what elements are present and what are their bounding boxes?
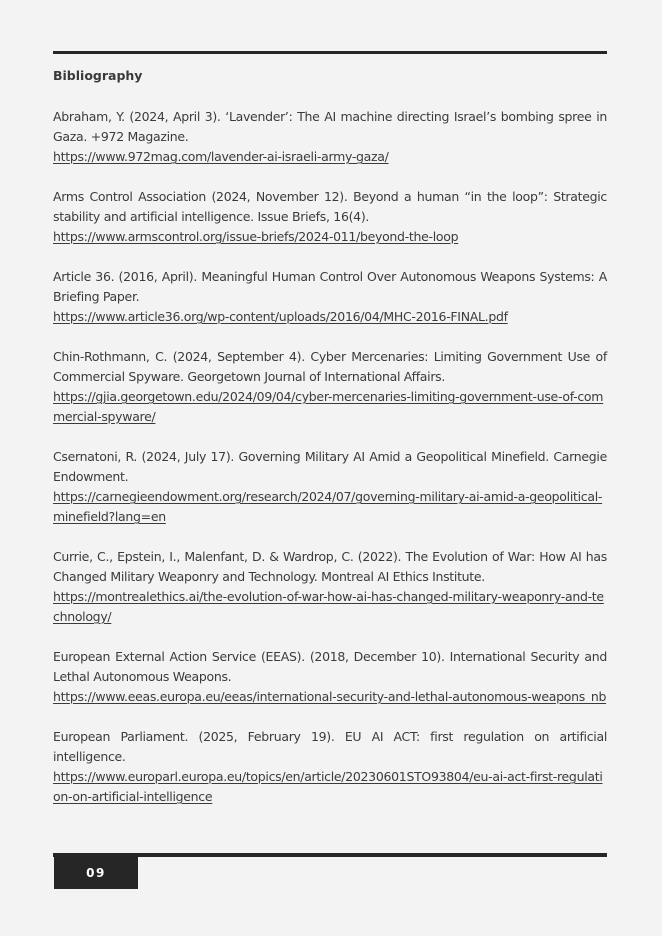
page-number-badge bbox=[54, 856, 138, 889]
reference-text: Abraham, Y. (2024, April 3). ‘Lavender’: The AI machine directing Israel’s bombing spree in Gaza. +972 Magazine. bbox=[53, 109, 607, 144]
reference-link[interactable]: https://montrealethics.ai/the-evolution-of-war-how-ai-has-changed-military-weaponry-and-technology/ bbox=[53, 589, 604, 624]
reference-text: Currie, C., Epstein, I., Malenfant, D. & Wardrop, C. (2022). The Evolution of War: How AI has Changed Military Weaponry and Technology. Montreal AI Ethics Institute. bbox=[53, 549, 607, 584]
reference-text: Arms Control Association (2024, November 12). Beyond a human “in the loop”: Strategic stability and artificial intelligence. Issue Briefs, 16(4). bbox=[53, 189, 607, 224]
page-number: 09 bbox=[86, 865, 106, 880]
reference-item bbox=[53, 447, 607, 527]
reference-link[interactable]: https://carnegieendowment.org/research/2024/07/governing-military-ai-amid-a-geopolitical-minefield?lang=en bbox=[53, 489, 603, 524]
reference-link[interactable]: https://gjia.georgetown.edu/2024/09/04/cyber-mercenaries-limiting-government-use-of-commercial-spyware/ bbox=[53, 389, 604, 424]
reference-text: Article 36. (2016, April). Meaningful Human Control Over Autonomous Weapons Systems: A Briefing Paper. bbox=[53, 269, 607, 304]
reference-item bbox=[53, 347, 607, 427]
reference-text: European Parliament. (2025, February 19). EU AI ACT: first regulation on artificial intelligence. bbox=[53, 729, 607, 764]
reference-item bbox=[53, 187, 607, 247]
reference-text: European External Action Service (EEAS). (2018, December 10). International Security and Lethal Autonomous Weapons. bbox=[53, 649, 607, 684]
reference-item bbox=[53, 267, 607, 327]
section-heading: Bibliography bbox=[53, 68, 143, 83]
reference-text: Csernatoni, R. (2024, July 17). Governing Military AI Amid a Geopolitical Minefield. Carnegie Endowment. bbox=[53, 449, 607, 484]
reference-item bbox=[53, 547, 607, 627]
reference-item bbox=[53, 727, 607, 807]
reference-link[interactable]: https://www.eeas.europa.eu/eeas/international-security-and-lethal-autonomous-weapons_nb bbox=[53, 689, 607, 704]
header-divider bbox=[53, 51, 607, 54]
reference-link[interactable]: https://www.europarl.europa.eu/topics/en/article/20230601STO93804/eu-ai-act-first-regulation-on-artificial-intelligence bbox=[53, 769, 603, 804]
reference-link[interactable]: https://www.972mag.com/lavender-ai-israeli-army-gaza/ bbox=[53, 149, 389, 164]
reference-link[interactable]: https://www.armscontrol.org/issue-briefs/2024-011/beyond-the-loop bbox=[53, 229, 459, 244]
reference-list bbox=[53, 107, 607, 827]
reference-item bbox=[53, 647, 607, 707]
reference-item bbox=[53, 107, 607, 167]
reference-text: Chin-Rothmann, C. (2024, September 4). Cyber Mercenaries: Limiting Government Use of Commercial Spyware. Georgetown Journal of International Affairs. bbox=[53, 349, 607, 384]
reference-link[interactable]: https://www.article36.org/wp-content/uploads/2016/04/MHC-2016-FINAL.pdf bbox=[53, 309, 508, 324]
